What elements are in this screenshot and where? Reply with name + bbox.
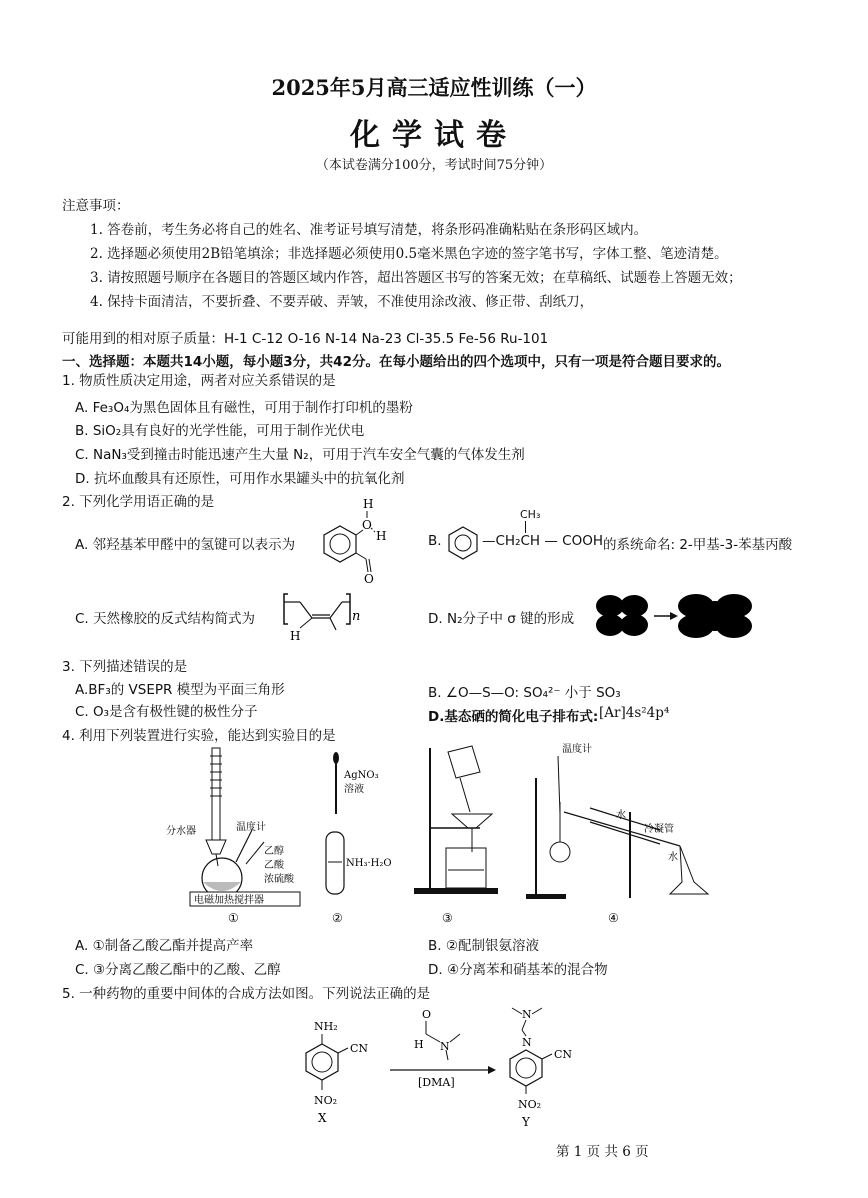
question-3-option-d: D.基态硒的简化电子排布式:	[428, 709, 599, 725]
question-2-option-d: D. N₂分子中 σ 键的形成	[428, 611, 575, 627]
apparatus-number: ②	[332, 911, 343, 925]
reagent-n-label: N	[440, 1040, 450, 1053]
atomic-masses: 可能用到的相对原子质量：H-1 C-12 O-16 N-14 Na-23 Cl-35.5 Fe-56 Ru-101	[62, 331, 549, 347]
compound-x-label: X	[318, 1111, 327, 1125]
question-1-option-a: A. Fe₃O₄为黑色固体且有磁性，可用于制作打印机的墨粉	[75, 400, 413, 416]
atom-h-label: H	[376, 529, 387, 543]
question-4-option-a: A. ①制备乙酸乙酯并提高产率	[75, 938, 254, 954]
apparatus-1-ester-prep	[166, 748, 300, 925]
question-4-stem: 4. 利用下列装置进行实验，能达到实验目的是	[62, 728, 336, 744]
question-4-option-c: C. ③分离乙酸乙酯中的乙酸、乙醇	[75, 962, 281, 978]
label-acetic-acid: 乙酸	[264, 860, 284, 871]
apparatus-number: ③	[442, 911, 453, 925]
solvent-label: [DMA]	[418, 1076, 455, 1089]
question-2-option-b-prefix: B.	[428, 533, 442, 549]
reaction-arrow-group	[390, 1008, 496, 1089]
no2-group-label: NO₂	[518, 1098, 542, 1111]
page-footer: 第 1 页 共 6 页	[556, 1144, 649, 1160]
trans-polyisoprene-structure	[282, 590, 372, 642]
question-4-option-d: D. ④分离苯和硝基苯的混合物	[428, 962, 608, 978]
synthesis-scheme	[290, 1004, 610, 1132]
question-1-option-d: D. 抗坏血酸具有还原性，可用作水果罐头中的抗氧化剂	[75, 471, 405, 487]
apparatus-number: ①	[228, 911, 239, 925]
notice-item: 4. 保持卡面清洁，不要折叠、不要弄破、弄皱，不准使用涂改液、修正带、刮纸刀，	[90, 294, 594, 310]
methyl-group-label: CH₃	[520, 508, 541, 521]
reagent-h-label: H	[414, 1038, 424, 1051]
question-3-option-d-config: [Ar]4s²4p⁴	[599, 705, 670, 721]
compound-y-label: Y	[522, 1115, 530, 1129]
notice-item: 3. 请按照题号顺序在各题目的答题区域内作答，超出答题区书写的答案无效；在草稿纸、试题卷上答题无效；	[90, 270, 742, 286]
label-conc-sulfuric-acid: 浓硫酸	[264, 874, 294, 885]
label-ethanol: 乙醇	[264, 846, 284, 857]
question-3-option-c: C. O₃是含有极性键的极性分子	[75, 704, 258, 720]
methyl-bond	[525, 521, 526, 533]
label-thermometer: 温度计	[562, 744, 592, 755]
apparatus-3-filtration	[414, 746, 498, 925]
label-agno3: AgNO₃	[344, 770, 379, 781]
notices-heading: 注意事项：	[62, 198, 130, 214]
section-heading: 一、选择题：本题共14小题，每小题3分，共42分。在每小题给出的四个选项中，只有一项是符合题目要求的。	[62, 354, 730, 370]
exam-note: （本试卷满分100分，考试时间75分钟）	[315, 158, 553, 173]
lab-apparatus-figure	[160, 742, 720, 930]
repeat-n-label: n	[352, 609, 361, 624]
label-thermometer: 温度计	[236, 822, 266, 833]
atom-o-label: O	[362, 518, 372, 532]
question-1-stem: 1. 物质性质决定用途，两者对应关系错误的是	[62, 373, 336, 389]
atom-o-label: O	[364, 572, 374, 584]
compound-x-structure	[306, 1020, 368, 1125]
label-magnetic-stirrer: 电磁加热搅拌器	[194, 895, 264, 906]
question-2-option-b-name: 的系统命名: 2-甲基-3-苯基丙酸	[603, 537, 793, 553]
apparatus-2-silver-ammonia	[326, 752, 392, 925]
cn-group-label: CN	[350, 1042, 369, 1055]
label-water-separator: 分水器	[166, 826, 196, 837]
question-3-stem: 3. 下列描述错误的是	[62, 659, 188, 675]
nh2-group-label: NH₂	[314, 1020, 338, 1033]
compound-y-structure	[510, 1008, 572, 1129]
question-2-stem: 2. 下列化学用语正确的是	[62, 494, 215, 510]
atom-h-label: H	[363, 497, 374, 511]
salicylaldehyde-hbond-structure	[318, 494, 390, 584]
label-water-out: 水	[616, 810, 626, 821]
atom-h-label: H	[290, 629, 301, 642]
question-1-option-b: B. SiO₂具有良好的光学性能，可用于制作光伏电	[75, 423, 365, 439]
notice-item: 1. 答卷前，考生务必将自己的姓名、准考证号填写清楚，将条形码准确粘贴在条形码区域内。	[90, 222, 648, 238]
label-condenser: 冷凝管	[644, 824, 674, 835]
label-solution: 溶液	[344, 784, 364, 795]
no2-group-label: NO₂	[314, 1094, 338, 1107]
label-ammonia-water: NH₃·H₂O	[346, 858, 392, 869]
label-water-in: 水	[668, 852, 678, 863]
question-1-option-c: C. NaN₃受到撞击时能迅速产生大量 N₂，可用于汽车安全气囊的气体发生剂	[75, 447, 525, 463]
benzene-ring-icon	[443, 524, 483, 560]
apparatus-4-distillation	[526, 742, 708, 925]
question-5-stem: 5. 一种药物的重要中间体的合成方法如图。下列说法正确的是	[62, 986, 431, 1002]
question-3-option-b: B. ∠O—S—O: SO₄²⁻ 小于 SO₃	[428, 685, 621, 701]
y-n-label: N	[522, 1036, 532, 1049]
question-2-option-c: C. 天然橡胶的反式结构简式为	[75, 611, 256, 627]
exam-title: 2025年5月高三适应性训练（一）	[271, 75, 597, 100]
question-2-option-b-formula: —CH₂CH — COOH	[482, 533, 603, 549]
question-4-option-b: B. ②配制银氨溶液	[428, 938, 539, 954]
sigma-bond-orbital-diagram	[594, 592, 762, 640]
apparatus-number: ④	[608, 911, 619, 925]
question-3-option-a: A.BF₃的 VSEPR 模型为平面三角形	[75, 682, 285, 698]
y-n-label: N	[522, 1008, 532, 1021]
notice-item: 2. 选择题必须使用2B铅笔填涂；非选择题必须使用0.5毫米黑色字迹的签字笔书写，字体工整、笔迹清楚。	[90, 246, 728, 262]
cn-group-label: CN	[554, 1048, 573, 1061]
reagent-o-label: O	[422, 1008, 432, 1021]
subject-title: 化学试卷	[350, 118, 518, 153]
question-2-option-a: A. 邻羟基苯甲醛中的氢键可以表示为	[75, 537, 296, 553]
